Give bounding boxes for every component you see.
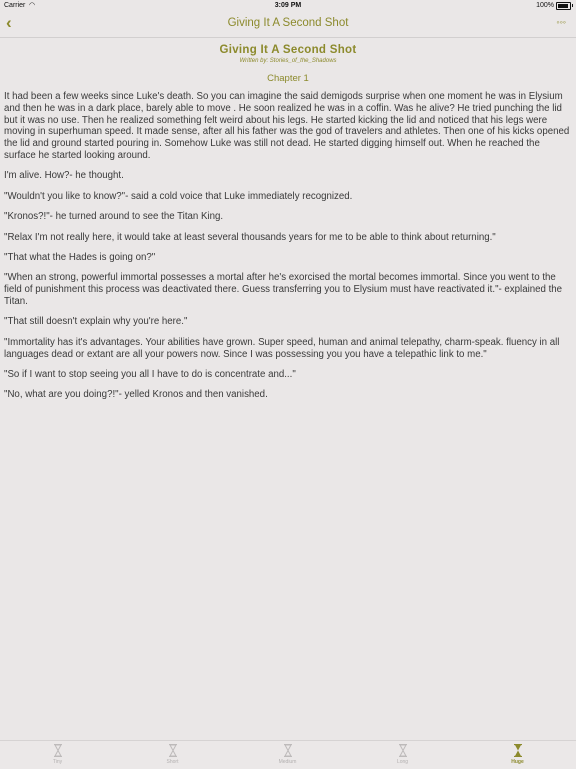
navigation-bar <box>0 12 576 38</box>
tab-label: Short <box>166 759 179 765</box>
story-content[interactable] <box>4 44 572 410</box>
more-options-icon[interactable]: ◦◦◦ <box>556 17 566 27</box>
story-paragraph: "Kronos?!"- he turned around to see the Titan King. <box>4 211 224 223</box>
story-paragraph: "No, what are you doing?!"- yelled Kronos and then vanished. <box>4 389 268 401</box>
status-time: 3:09 PM <box>274 2 302 9</box>
story-paragraph: "Relax I'm not really here, it would take at least several thousands years for me to be able to think about returning." <box>4 231 496 243</box>
story-author: Written by: Stories_of_the_Shadows <box>239 58 337 64</box>
wifi-icon: ◠ <box>29 2 36 9</box>
story-paragraph: "That what the Hades is going on?" <box>4 251 156 263</box>
tab-label: Huge <box>511 759 524 765</box>
hourglass-icon <box>283 744 293 757</box>
tab-bar <box>0 740 576 769</box>
tab-medium[interactable] <box>230 741 345 769</box>
tab-label: Long <box>396 759 409 765</box>
tab-label: Tiny <box>52 759 63 765</box>
chapter-heading: Chapter 1 <box>267 73 309 84</box>
battery-percent: 100% <box>536 2 554 9</box>
status-bar <box>0 0 576 12</box>
tab-huge[interactable] <box>460 741 575 769</box>
tab-label: Medium <box>278 759 297 765</box>
tab-short[interactable] <box>115 741 230 769</box>
hourglass-icon <box>398 744 408 757</box>
story-title: Giving It A Second Shot <box>219 44 357 56</box>
story-body <box>4 91 572 401</box>
nav-title: Giving It A Second Shot <box>227 17 349 29</box>
back-chevron-icon[interactable]: ‹ <box>6 13 12 32</box>
battery-icon <box>556 2 571 10</box>
story-paragraph: "That still doesn't explain why you're here." <box>4 316 188 328</box>
story-paragraph: "Immortality has it's advantages. Your abilities have grown. Super speed, human and animal telepathy, charm-speak. fluency in all languages dead or extant are all your powers now. Since I was possessing you you have a telepathic link to me." <box>4 336 560 360</box>
story-paragraph: "So if I want to stop seeing you all I have to do is concentrate and..." <box>4 368 296 380</box>
tab-tiny[interactable] <box>0 741 115 769</box>
story-paragraph: "Wouldn't you like to know?"- said a cold voice that Luke immediately recognized. <box>4 190 353 202</box>
story-paragraph: I'm alive. How?- he thought. <box>4 170 124 182</box>
tab-long[interactable] <box>345 741 460 769</box>
carrier-label: Carrier <box>4 2 26 9</box>
story-paragraph: It had been a few weeks since Luke's death. So you can imagine the said demigods surprise when one moment he was in Elysium and then he was in a dark place, barely able to move . He soon realized he was in a coffin. Was he alive? He tried punching the lid but it was no use. Then he realized something felt weird about his legs. He started kicking the lid and noticed that his legs were moving in superhuman speed. It made sense, after all his father was the god of travelers and athletes. Then one of his kicks opened the lid and ground started pouring in. Somehow Luke was still not dead. He started digging himself out. When he reached the surface he started looking around. <box>4 91 570 161</box>
hourglass-icon <box>168 744 178 757</box>
hourglass-icon <box>53 744 63 757</box>
battery-nub <box>572 4 573 7</box>
story-paragraph: "When an strong, powerful immortal possesses a mortal after he's exorcised the mortal becomes immortal. Since you went to the field of punishment this process was deactivated there. Guess transferring you to Elysium must have reactivated it."- explained the Titan. <box>4 272 563 307</box>
hourglass-icon <box>513 744 523 757</box>
